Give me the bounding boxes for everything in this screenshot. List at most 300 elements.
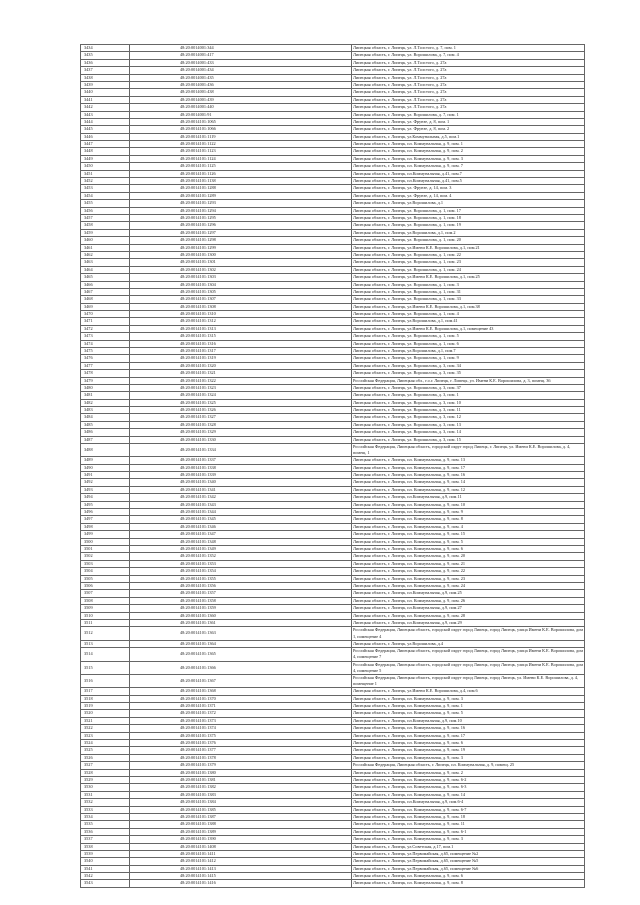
cadastral-number: 48:20:0014101:1368 (130, 688, 352, 695)
row-number: 3529 (81, 777, 130, 784)
cadastral-number: 48:20:0014101:1388 (130, 821, 352, 828)
table-row (81, 717, 585, 724)
row-number: 3507 (81, 590, 130, 597)
address: Липецкая область, г. Липецк, ул. Ворошилова, д. 3, пом. 15 (352, 436, 585, 443)
cadastral-number: 48:20:0014101:1370 (130, 695, 352, 702)
row-number: 3465 (81, 274, 130, 281)
row-number: 3484 (81, 414, 130, 421)
address: Липецкая область, г. Липецк, ул. Ворошилова, д. 1, пом. 20 (352, 237, 585, 244)
row-number: 3455 (81, 200, 130, 207)
row-number: 3525 (81, 747, 130, 754)
row-number: 3492 (81, 479, 130, 486)
row-number: 3498 (81, 523, 130, 530)
address: Липецкая область, г. Липецк, пл. Коммунальная, д. 9, пом. 6-1 (352, 828, 585, 835)
table-row (81, 858, 585, 865)
table-row (81, 392, 585, 399)
row-number: 3447 (81, 141, 130, 148)
address: Липецкая область, г. Липецк, пл. Коммунальная, д. 9, пом. 8 (352, 880, 585, 887)
address: Липецкая область, г. Липецк, пл. Коммунальная, д. 9, пом. 12 (352, 486, 585, 493)
cadastral-number: 48:20:0014101:1340 (130, 479, 352, 486)
row-number: 3502 (81, 553, 130, 560)
table-row (81, 703, 585, 710)
cadastral-number: 48:20:0014101:1372 (130, 710, 352, 717)
row-number: 3491 (81, 472, 130, 479)
address: Липецкая область, г. Липецк, ул. Ворошилова, д. 1, пом. 18 (352, 214, 585, 221)
table-row (81, 575, 585, 582)
cadastral-number: 48:20:0014101:1307 (130, 296, 352, 303)
table-row (81, 590, 585, 597)
cadastral-number: 48:20:0014001:438 (130, 89, 352, 96)
address: Липецкая область, г. Липецк, ул. Л.Толстого, д. 27а (352, 74, 585, 81)
row-number: 3437 (81, 67, 130, 74)
address: Липецкая область, г. Липецк, ул.Имени К.Е. Ворошилова, д.1, пом.21 (352, 244, 585, 251)
row-number: 3475 (81, 348, 130, 355)
row-number: 3451 (81, 170, 130, 177)
table-row (81, 111, 585, 118)
address: Липецкая область, г. Липецк, пл.Коммунальная, д.41, пом.7 (352, 170, 585, 177)
table-row (81, 509, 585, 516)
row-number: 3515 (81, 661, 130, 674)
address: Липецкая область, г. Липецк, пл. Коммунальная, д. 9, пом. 14 (352, 479, 585, 486)
row-number: 3470 (81, 311, 130, 318)
cadastral-number: 48:20:0014101:1378 (130, 754, 352, 761)
cadastral-number: 48:20:0014101:1343 (130, 501, 352, 508)
address: Российская Федерация, Липецкая область, городской округ город Липецк, г. Липецк, ул. Имени К.Е. Ворошилова, д. 4, помещ. 1 (352, 443, 585, 456)
table-row (81, 762, 585, 769)
row-number: 3461 (81, 244, 130, 251)
row-number: 3514 (81, 648, 130, 661)
row-number: 3480 (81, 384, 130, 391)
table-row (81, 185, 585, 192)
row-number: 3512 (81, 627, 130, 640)
cadastral-number: 48:20:0014101:1305 (130, 288, 352, 295)
cadastral-number: 48:20:0014101:1316 (130, 340, 352, 347)
table-row (81, 318, 585, 325)
cadastral-number: 48:20:0014101:1329 (130, 429, 352, 436)
cadastral-number: 48:20:0014001:417 (130, 52, 352, 59)
row-number: 3440 (81, 89, 130, 96)
address: Липецкая область, г. Липецк, ул. Фрунзе, д. 14, пом. 3 (352, 185, 585, 192)
address: Липецкая область, г. Липецк, ул. Фрунзе, д. 8, пом. 1 (352, 118, 585, 125)
row-number: 3454 (81, 192, 130, 199)
row-number: 3516 (81, 674, 130, 687)
address: Липецкая область, г. Липецк, ул. Ворошилова, д. 7, пом. 4 (352, 52, 585, 59)
table-row (81, 747, 585, 754)
table-row (81, 443, 585, 456)
cadastral-number: 48:20:0014101:1327 (130, 414, 352, 421)
address: Липецкая область, г. Липецк, пл. Коммунальная, д. 9, пом. 1 (352, 703, 585, 710)
row-number: 3471 (81, 318, 130, 325)
table-row (81, 229, 585, 236)
row-number: 3489 (81, 457, 130, 464)
table-row (81, 457, 585, 464)
row-number: 3434 (81, 45, 130, 52)
table-row (81, 523, 585, 530)
table-row (81, 370, 585, 377)
table-row (81, 710, 585, 717)
cadastral-number: 48:20:0014101:1288 (130, 185, 352, 192)
cadastral-number: 48:20:0014101:1408 (130, 843, 352, 850)
cadastral-number: 48:20:0014101:1373 (130, 717, 352, 724)
address: Липецкая область, г. Липецк, ул. Ворошилова, д. 3, пом. 13 (352, 421, 585, 428)
row-number: 3463 (81, 259, 130, 266)
cadastral-number: 48:20:0014101:1353 (130, 560, 352, 567)
table-row (81, 406, 585, 413)
row-number: 3458 (81, 222, 130, 229)
address: Липецкая область, г. Липецк, ул. Л.Толстого, д. 27а (352, 67, 585, 74)
table-row (81, 377, 585, 384)
cadastral-number: 48:20:0014101:1412 (130, 858, 352, 865)
table-row (81, 865, 585, 872)
cadastral-number: 48:20:0014101:1379 (130, 762, 352, 769)
row-number: 3467 (81, 288, 130, 295)
address: Липецкая область, г. Липецк, пл. Коммунальная, д. 9, пом. 28 (352, 612, 585, 619)
table-row (81, 568, 585, 575)
row-number: 3486 (81, 429, 130, 436)
cadastral-number: 48:20:0014101:1338 (130, 464, 352, 471)
table-row (81, 843, 585, 850)
cadastral-number: 48:20:0014001:91 (130, 111, 352, 118)
row-number: 3439 (81, 81, 130, 88)
address: Липецкая область, г. Липецк, пл. Коммунальная, д. 9, пом. 19 (352, 747, 585, 754)
cadastral-number: 48:20:0014101:1348 (130, 538, 352, 545)
cadastral-number: 48:20:0014101:1321 (130, 370, 352, 377)
row-number: 3476 (81, 355, 130, 362)
address: Липецкая область, г. Липецк, ул.Ворошилова, д.4 (352, 640, 585, 647)
table-row (81, 732, 585, 739)
cadastral-number: 48:20:0014101:1301 (130, 259, 352, 266)
table-row (81, 553, 585, 560)
address: Липецкая область, г. Липецк, пл. Коммунальная, д. 9, пом. 6 (352, 546, 585, 553)
address: Российская Федерация, Липецкая область, городской округ город Липецк, город Липецк, улица Имени К.Е. Ворошилова, дом 4, помещение 7 (353, 648, 584, 660)
address: Липецкая область, г. Липецк, ул.Имени К.Е. Ворошилова, д.1, пом.38 (352, 303, 585, 310)
table-row (81, 133, 585, 140)
address: Липецкая область, г. Липецк, пл. Коммунальная, д. 9, пом. 3 (352, 754, 585, 761)
row-number: 3436 (81, 59, 130, 66)
cadastral-number: 48:20:0014001:433 (130, 59, 352, 66)
table-row (81, 348, 585, 355)
row-number: 3501 (81, 546, 130, 553)
row-number: 3523 (81, 732, 130, 739)
cadastral-number: 48:20:0014101:1381 (130, 777, 352, 784)
row-number: 3531 (81, 791, 130, 798)
address: Липецкая область, г. Липецк, ул. Ворошилова, д. 3, пом. 37 (352, 384, 585, 391)
address: Липецкая область, г. Липецк, пл. Коммунальная, д. 9, пом. 16 (352, 725, 585, 732)
cadastral-number: 48:20:0014101:1319 (130, 355, 352, 362)
row-number: 3499 (81, 531, 130, 538)
address: Липецкая область, г. Липецк, ул.Первомайская, д.65, помещение №2 (352, 850, 585, 857)
cadastral-number: 48:20:0014101:1326 (130, 406, 352, 413)
cadastral-number: 48:20:0014101:1122 (130, 141, 352, 148)
table-row (81, 799, 585, 806)
row-number: 3524 (81, 740, 130, 747)
row-number: 3517 (81, 688, 130, 695)
address: Липецкая область, г. Липецк, пл. Коммунальная, д. 9, пом. 9 (352, 509, 585, 516)
row-number: 3445 (81, 126, 130, 133)
address: Липецкая область, г. Липецк, пл. Коммунальная, д. 9, пом. 7 (352, 163, 585, 170)
row-number: 3535 (81, 821, 130, 828)
table-row (81, 806, 585, 813)
cadastral-number: 48:20:0014101:1341 (130, 486, 352, 493)
row-number: 3457 (81, 214, 130, 221)
row-number: 3488 (81, 443, 130, 456)
table-row (81, 170, 585, 177)
cadastral-number: 48:20:0014101:1374 (130, 725, 352, 732)
address: Липецкая область, г. Липецк, пл.Коммунальная, д.9, пом.27 (352, 605, 585, 612)
address: Липецкая область, г. Липецк, ул. Ворошилова, д. 3, пом. 10 (352, 399, 585, 406)
cadastral-number: 48:20:0014101:1380 (130, 769, 352, 776)
address: Российская Федерация, Липецкая область, городской округ город Липецк, город Липецк, улица Имени К.Е. Ворошилова, дом 1, помещение 4 (353, 627, 584, 639)
table-row (81, 52, 585, 59)
row-number: 3510 (81, 612, 130, 619)
address: Липецкая область, г. Липецк, ул. Ворошилова, д. 1, пом. 6 (352, 340, 585, 347)
cadastral-number: 48:20:0014101:1300 (130, 251, 352, 258)
row-number: 3444 (81, 118, 130, 125)
row-number: 3496 (81, 509, 130, 516)
cadastral-number: 48:20:0014101:1308 (130, 303, 352, 310)
cadastral-number: 48:20:0014101:1347 (130, 531, 352, 538)
address: Липецкая область, г. Липецк, ул. Л.Толстого, д. 27а (352, 59, 585, 66)
cadastral-number: 48:20:0014101:1371 (130, 703, 352, 710)
address: Липецкая область, г. Липецк, ул. Л.Толстого, д. 27а (352, 89, 585, 96)
row-number: 3500 (81, 538, 130, 545)
table-row (81, 538, 585, 545)
cadastral-number: 48:20:0014101:1303 (130, 274, 352, 281)
row-number: 3511 (81, 619, 130, 626)
address: Липецкая область, г. Липецк, пл.Коммунальная, д.9, пом.10 (352, 717, 585, 724)
row-number: 3530 (81, 784, 130, 791)
row-number: 3490 (81, 464, 130, 471)
table-row (81, 777, 585, 784)
row-number: 3493 (81, 486, 130, 493)
cadastral-number: 48:20:0014101:1298 (130, 237, 352, 244)
address: Липецкая область, г. Липецк, ул. Ворошилова, д. 1, пом. 19 (352, 222, 585, 229)
table-row (81, 89, 585, 96)
table-row (81, 118, 585, 125)
cadastral-number: 48:20:0014101:1322 (130, 377, 352, 384)
table-row (81, 311, 585, 318)
cadastral-number: 48:20:0014001:440 (130, 104, 352, 111)
row-number: 3472 (81, 325, 130, 332)
row-number: 3481 (81, 392, 130, 399)
table-row (81, 67, 585, 74)
cadastral-number: 48:20:0014101:1354 (130, 568, 352, 575)
row-number: 3521 (81, 717, 130, 724)
address: Липецкая область, г. Липецк, ул. Ворошилова, д. 3, пом. 14 (352, 429, 585, 436)
table-row (81, 850, 585, 857)
table-row (81, 399, 585, 406)
address: Липецкая область, г. Липецк, ул.Первомайская, д.65, помещение №6 (352, 865, 585, 872)
address: Липецкая область, г. Липецк, ул.Имени К.Е. Ворошилова, д.4, пом.6 (352, 688, 585, 695)
table-row (81, 81, 585, 88)
table-row (81, 74, 585, 81)
cadastral-number: 48:20:0014101:1304 (130, 281, 352, 288)
table-row (81, 251, 585, 258)
cadastral-number: 48:20:0014101:1310 (130, 311, 352, 318)
address: Липецкая область, г. Липецк, пл. Коммунальная, д. 9, пом. 16 (352, 472, 585, 479)
table-row (81, 464, 585, 471)
table-row (81, 104, 585, 111)
address: Липецкая область, г. Липецк, ул.Ворошилова, д.1, пом.2 (352, 229, 585, 236)
address: Липецкая область, г. Липецк, пл.Коммунальная, д.41, пом.5 (352, 178, 585, 185)
table-row (81, 303, 585, 310)
table-row (81, 619, 585, 626)
address: Липецкая область, г. Липецк, ул.Коммунальная, д.5, пом.1 (352, 133, 585, 140)
address: Липецкая область, г. Липецк, пл. Коммунальная, д. 9, пом. 3 (352, 155, 585, 162)
cadastral-number: 48:20:0014101:1330 (130, 436, 352, 443)
row-number: 3460 (81, 237, 130, 244)
address: Липецкая область, г. Липецк, пл. Коммунальная, д. 9, пом. 10 (352, 501, 585, 508)
address: Липецкая область, г. Липецк, пл. Коммунальная, д. 9, пом. 15 (352, 531, 585, 538)
address: Липецкая область, г. Липецк, ул. Ворошилова, д. 3, пом. 12 (352, 414, 585, 421)
cadastral-number: 48:20:0014101:1317 (130, 348, 352, 355)
row-number: 3464 (81, 266, 130, 273)
table-row (81, 674, 585, 687)
table-row (81, 266, 585, 273)
address: Липецкая область, г. Липецк, ул. Л.Толстого, д. 27а (352, 81, 585, 88)
cadastral-number: 48:20:0014101:1416 (130, 880, 352, 887)
cadastral-number: 48:20:0014101:1349 (130, 546, 352, 553)
cadastral-number: 48:20:0014101:1375 (130, 732, 352, 739)
row-number: 3513 (81, 640, 130, 647)
address: Липецкая область, г. Липецк, пл.Коммунальная, д.9, пом.25 (352, 590, 585, 597)
cadastral-number: 48:20:0014101:1126 (130, 170, 352, 177)
table-row (81, 281, 585, 288)
address: Липецкая область, г. Липецк, пл. Коммунальная, д. 9, пом. 1 (352, 141, 585, 148)
cadastral-number: 48:20:0014101:1366 (130, 661, 352, 674)
row-number: 3452 (81, 178, 130, 185)
table-row (81, 355, 585, 362)
cadastral-number: 48:20:0014001:436 (130, 81, 352, 88)
row-number: 3505 (81, 575, 130, 582)
cadastral-number: 48:20:0014101:1325 (130, 399, 352, 406)
table-row (81, 200, 585, 207)
cadastral-number: 48:20:0014101:1334 (130, 443, 352, 456)
row-number: 3483 (81, 406, 130, 413)
table-row (81, 333, 585, 340)
address: Липецкая область, г. Липецк, пл. Коммунальная, д. 9, пом. 22 (352, 568, 585, 575)
cadastral-number: 48:20:0014101:1346 (130, 523, 352, 530)
cadastral-number: 48:20:0014101:1123 (130, 148, 352, 155)
table-row (81, 740, 585, 747)
row-number: 3469 (81, 303, 130, 310)
table-row (81, 661, 585, 674)
row-number: 3446 (81, 133, 130, 140)
table-row (81, 259, 585, 266)
row-number: 3538 (81, 843, 130, 850)
row-number: 3542 (81, 873, 130, 880)
cadastral-number: 48:20:0014001:439 (130, 96, 352, 103)
row-number: 3526 (81, 754, 130, 761)
table-row (81, 214, 585, 221)
table-row (81, 597, 585, 604)
cadastral-number: 48:20:0014101:1323 (130, 384, 352, 391)
row-number: 3539 (81, 850, 130, 857)
table-row (81, 237, 585, 244)
table-row (81, 288, 585, 295)
table-row (81, 178, 585, 185)
table-row (81, 274, 585, 281)
table-row (81, 560, 585, 567)
address: Липецкая область, г. Липецк, ул.Первомайская, д.65, помещение №5 (352, 858, 585, 865)
row-number: 3520 (81, 710, 130, 717)
table-row (81, 429, 585, 436)
table-row (81, 828, 585, 835)
address: Липецкая область, г. Липецк, ул. Ворошилова, д. 1, пом. 33 (352, 296, 585, 303)
cadastral-number: 48:20:0014101:1337 (130, 457, 352, 464)
address: Липецкая область, г. Липецк, ул. Л.Толстого, д. 27а (352, 96, 585, 103)
address: Липецкая область, г. Липецк, пл. Коммунальная, д. 9, пом. 3 (352, 836, 585, 843)
row-number: 3456 (81, 207, 130, 214)
table-row (81, 605, 585, 612)
table-row (81, 688, 585, 695)
row-number: 3459 (81, 229, 130, 236)
cadastral-number: 48:20:0014101:1342 (130, 494, 352, 501)
table-row (81, 59, 585, 66)
table-row (81, 163, 585, 170)
address: Липецкая область, г. Липецк, ул. Ворошилова, д. 1, пом. 22 (352, 251, 585, 258)
address: Российская Федерация, Липецкая область, городской округ город Липецк, город Липецк, ул. Имени К.Е. Ворошилова, д. 4, помещение 1 (352, 674, 585, 687)
table-row (81, 222, 585, 229)
table-row (81, 880, 585, 887)
table-row (81, 612, 585, 619)
row-number: 3479 (81, 377, 130, 384)
row-number: 3482 (81, 399, 130, 406)
row-number: 3453 (81, 185, 130, 192)
table-row (81, 479, 585, 486)
address: Липецкая область, г. Липецк, ул. Фрунзе, д. 14, пом. 4 (352, 192, 585, 199)
row-number: 3506 (81, 582, 130, 589)
register-page (80, 44, 584, 888)
row-number: 3462 (81, 251, 130, 258)
row-number: 3503 (81, 560, 130, 567)
table-row (81, 627, 585, 640)
row-number: 3534 (81, 813, 130, 820)
row-number: 3473 (81, 333, 130, 340)
register-table-body (81, 45, 585, 888)
address: Липецкая область, г. Липецк, ул. Ворошилова, д. 3, пом. 11 (352, 406, 585, 413)
table-row (81, 155, 585, 162)
address: Липецкая область, г. Липецк, ул. Ворошилова, д. 1, пом. 3 (352, 281, 585, 288)
address: Липецкая область, г. Липецк, ул.Имени К.Е. Ворошилова, д.1, помещение 43 (352, 325, 585, 332)
row-number: 3449 (81, 155, 130, 162)
table-row (81, 472, 585, 479)
address: Липецкая область, г. Липецк, ул. Ворошилова, д. 1, пом. 9 (352, 355, 585, 362)
cadastral-number: 48:20:0014101:1302 (130, 266, 352, 273)
address: Липецкая область, г. Липецк, ул.Советская, д.17, пом.1 (352, 843, 585, 850)
row-number: 3494 (81, 494, 130, 501)
address: Липецкая область, г. Липецк, пл.Коммунальная, д.9, пом.29 (352, 619, 585, 626)
cadastral-number: 48:20:0014001:434 (130, 67, 352, 74)
table-row (81, 695, 585, 702)
cadastral-number: 48:20:0014101:1339 (130, 472, 352, 479)
row-number: 3528 (81, 769, 130, 776)
cadastral-number: 48:20:0014101:1352 (130, 553, 352, 560)
cadastral-number: 48:20:0014101:1356 (130, 582, 352, 589)
row-number: 3519 (81, 703, 130, 710)
address: Липецкая область, г. Липецк, ул. Ворошилова, д. 1, пом. 31 (352, 288, 585, 295)
row-number: 3497 (81, 516, 130, 523)
row-number: 3443 (81, 111, 130, 118)
cadastral-number: 48:20:0014101:1359 (130, 605, 352, 612)
address: Липецкая область, г. Липецк, ул.Ворошилова, д.1, пом.41 (352, 318, 585, 325)
address: Липецкая область, г. Липецк, пл. Коммунальная, д. 9, пом. 8 (352, 516, 585, 523)
row-number: 3466 (81, 281, 130, 288)
row-number: 3448 (81, 148, 130, 155)
table-row (81, 725, 585, 732)
address: Липецкая область, г. Липецк, ул. Ворошилова, д. 3, пом. 1 (352, 392, 585, 399)
address: Липецкая область, г. Липецк, пл. Коммунальная, д. 9, пом. 6 (352, 873, 585, 880)
